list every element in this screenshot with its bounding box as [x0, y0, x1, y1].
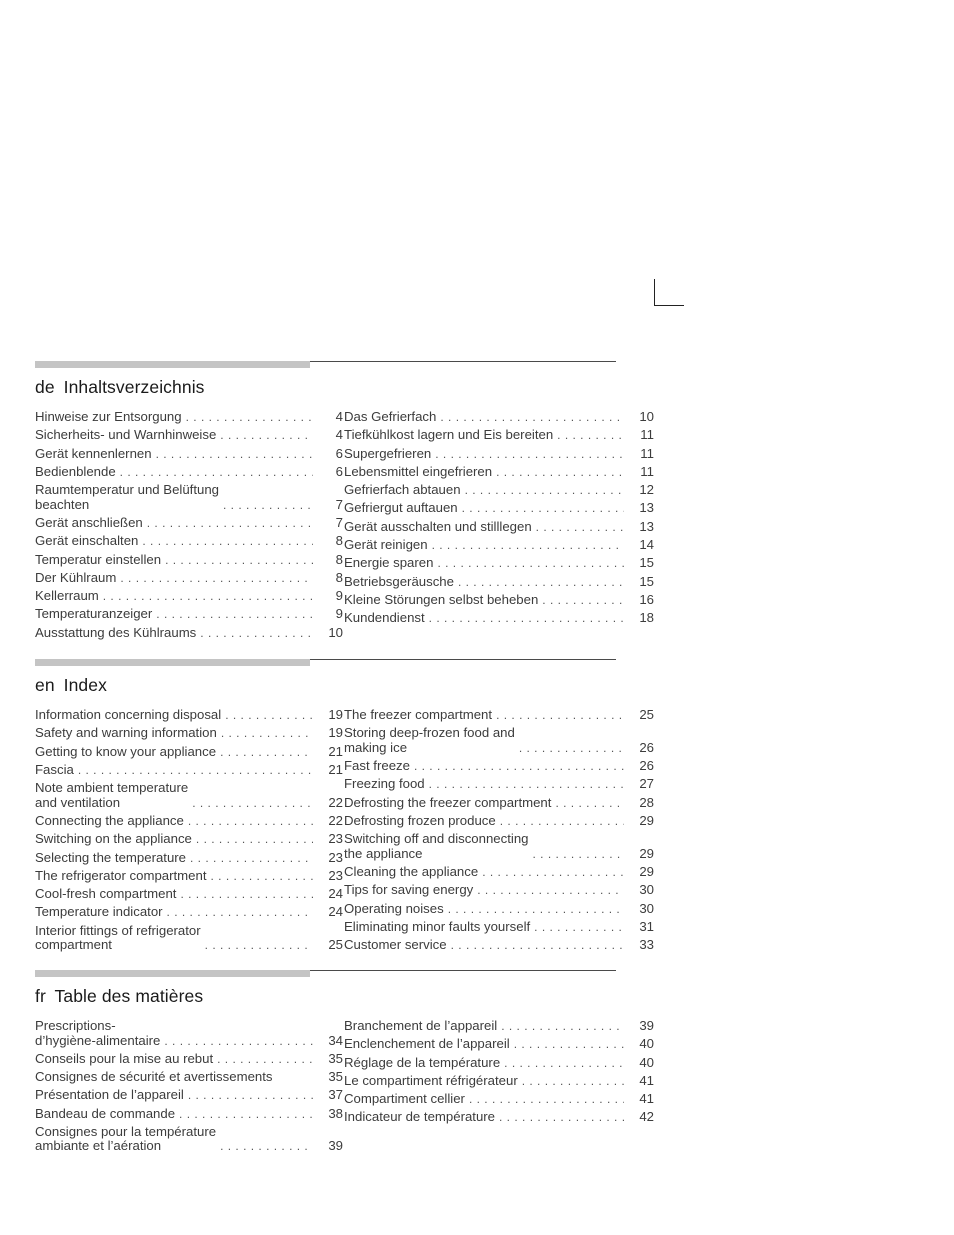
dot-leader	[440, 410, 624, 425]
toc-page-number: 21	[328, 743, 343, 759]
toc-page-number: 15	[639, 555, 654, 571]
toc-entry[interactable]	[344, 1054, 654, 1071]
toc-page-number: 10	[639, 409, 654, 424]
toc-entry[interactable]	[35, 831, 343, 847]
toc-entry[interactable]	[344, 707, 654, 723]
toc-entry-title	[35, 483, 219, 512]
section-rule	[35, 659, 616, 666]
section-heading	[35, 377, 616, 398]
toc-page-number: 30	[639, 900, 654, 916]
toc-entry-title	[35, 1125, 216, 1154]
toc-entry-title: Switching on the appliance	[35, 831, 192, 847]
toc-entry-title-line1: Interior fittings of refrigerator	[35, 922, 201, 938]
toc-entry[interactable]	[35, 606, 343, 622]
toc-entry[interactable]	[35, 922, 343, 953]
toc-entry[interactable]	[344, 758, 654, 774]
toc-column-right	[344, 409, 654, 630]
toc-entry-title	[35, 1019, 160, 1048]
toc-page-number: 25	[639, 707, 654, 722]
dot-leader	[501, 1019, 624, 1034]
toc-entry-title: Consignes de sécurité et avertissements	[35, 1069, 273, 1085]
toc-page-number: 14	[639, 537, 654, 553]
toc-entry-title: The freezer compartment	[344, 707, 493, 722]
section-title: Index	[63, 675, 107, 695]
toc-page-number: 40	[639, 1036, 654, 1052]
toc-entry-title: Tiefkühlkost lagern und Eis bereiten	[344, 427, 554, 443]
toc-page-number: 6	[335, 445, 343, 461]
toc-page-number: 19	[328, 707, 343, 722]
toc-page-number: 24	[328, 904, 343, 920]
toc-entry-title-line2: d’hygiène-alimentaire	[35, 1032, 161, 1048]
toc-page-number: 22	[328, 794, 343, 810]
dot-leader	[200, 626, 313, 641]
toc-page-number: 9	[335, 588, 343, 604]
toc-page-number: 30	[639, 882, 654, 898]
toc-entry[interactable]	[344, 900, 654, 917]
toc-entry-title: Sicherheits- und Warnhinweise	[35, 427, 217, 443]
toc-entry-title: Tips for saving energy	[344, 882, 474, 898]
toc-entry[interactable]	[344, 882, 654, 898]
toc-entry-title: Energie sparen	[344, 555, 434, 571]
toc-page-number: 9	[335, 606, 343, 622]
toc-entry-title: Fast freeze	[344, 758, 410, 774]
dot-leader	[519, 741, 624, 756]
section-heading	[35, 675, 616, 696]
dot-leader	[542, 593, 624, 608]
toc-entry-title: Gerät anschließen	[35, 514, 143, 530]
toc-entry[interactable]	[344, 518, 654, 535]
dot-leader	[192, 796, 313, 811]
dot-leader	[205, 938, 313, 953]
dot-leader	[555, 796, 624, 811]
toc-entry-title: Branchement de l’appareil	[344, 1018, 498, 1033]
toc-page-number: 26	[639, 739, 654, 755]
dot-leader	[211, 869, 313, 884]
toc-entry-title: Defrosting the freezer compartment	[344, 794, 552, 810]
toc-entry[interactable]	[344, 1018, 654, 1034]
toc-entry[interactable]	[344, 610, 654, 626]
toc-page-number: 13	[639, 518, 654, 534]
toc-column-left	[35, 707, 343, 957]
toc-entry-title: The refrigerator compartment	[35, 867, 207, 883]
toc-page-number: 4	[335, 409, 343, 424]
toc-entry-title-line2: ambiante et l’aération	[35, 1138, 162, 1154]
toc-page-number: 38	[328, 1105, 343, 1121]
toc-entry-title: Eliminating minor faults yourself	[344, 918, 531, 934]
section-heading	[35, 986, 616, 1007]
toc-page-number: 41	[639, 1091, 654, 1107]
dot-leader	[429, 777, 624, 792]
toc-entry-title: Hinweise zur Entsorgung	[35, 409, 182, 424]
dot-leader	[167, 905, 313, 920]
toc-entry[interactable]	[35, 849, 343, 866]
toc-entry-title: Freezing food	[344, 776, 425, 792]
toc-page-number: 8	[335, 551, 343, 567]
toc-page-number: 18	[639, 610, 654, 626]
toc-entry-title: Compartiment cellier	[344, 1091, 465, 1107]
toc-entry-title: Defrosting frozen produce	[344, 812, 496, 828]
dot-leader	[164, 1034, 313, 1049]
toc-entry[interactable]	[344, 831, 654, 861]
dot-leader	[465, 483, 624, 498]
toc-page-number: 29	[639, 845, 654, 861]
toc-entry-title: Kellerraum	[35, 588, 99, 604]
toc-entry-title: Gerät einschalten	[35, 533, 139, 549]
dot-leader	[179, 1107, 313, 1122]
dot-leader	[120, 571, 313, 586]
dot-leader	[414, 759, 624, 774]
dot-leader	[533, 847, 624, 862]
toc-entry-title-line1: Prescriptions-	[35, 1018, 116, 1033]
toc-column-left	[35, 1018, 343, 1158]
toc-entry-title-line2: compartment	[35, 937, 112, 953]
toc-entry[interactable]	[35, 427, 343, 443]
crop-mark-horizontal	[654, 305, 684, 306]
dot-leader	[156, 607, 313, 622]
toc-page-number: 27	[639, 776, 654, 792]
toc-entry-title: Customer service	[344, 937, 447, 953]
language-code: fr	[35, 986, 46, 1006]
toc-entry[interactable]	[344, 463, 654, 480]
toc-entry-title: Supergefrieren	[344, 445, 432, 461]
dot-leader	[469, 1092, 624, 1107]
toc-column-right	[344, 1018, 654, 1129]
dot-leader	[477, 883, 624, 898]
toc-page-number: 40	[639, 1054, 654, 1070]
toc-entry-title: Gerät kennenlernen	[35, 445, 152, 461]
crop-mark-vertical	[654, 279, 655, 306]
toc-page-number: 28	[639, 794, 654, 810]
dot-leader	[120, 465, 313, 480]
toc-entry-title: Betriebsgeräusche	[344, 573, 454, 589]
dot-leader	[458, 575, 624, 590]
toc-page-number: 19	[328, 725, 343, 741]
toc-page-number: 39	[328, 1138, 343, 1154]
toc-page-number: 13	[639, 500, 654, 516]
toc-entry-title: Bandeau de commande	[35, 1105, 176, 1121]
dot-leader	[220, 428, 313, 443]
dot-leader	[221, 726, 313, 741]
toc-entry-title: Le compartiment réfrigérateur	[344, 1072, 518, 1088]
toc-entry[interactable]	[344, 794, 654, 811]
dot-leader	[522, 1074, 624, 1089]
toc-entry[interactable]	[35, 1105, 343, 1122]
toc-entry-title-line1: Consignes pour la température	[35, 1123, 217, 1139]
toc-entry-title-line1: Raumtemperatur und Belüftung	[35, 482, 220, 498]
toc-entry-title: Ausstattung des Kühlraums	[35, 624, 197, 640]
toc-entry[interactable]	[344, 776, 654, 792]
toc-page-number: 31	[639, 918, 654, 934]
toc-entry-title: Information concerning disposal	[35, 707, 222, 722]
dot-leader	[432, 538, 624, 553]
toc-page-number: 37	[328, 1087, 343, 1103]
toc-entry[interactable]	[344, 591, 654, 608]
toc-entry-title: Cool-fresh compartment	[35, 886, 177, 902]
toc-page-number: 42	[639, 1109, 654, 1125]
dot-leader	[429, 611, 624, 626]
dot-leader	[496, 465, 624, 480]
section-rule	[35, 361, 616, 368]
toc-page-number: 7	[335, 514, 343, 530]
toc-entry[interactable]	[344, 1109, 654, 1125]
toc-entry[interactable]	[344, 555, 654, 571]
toc-page-number: 15	[639, 573, 654, 589]
toc-entry-title: Getting to know your appliance	[35, 743, 217, 759]
dot-leader	[180, 887, 313, 902]
dot-leader	[451, 938, 624, 953]
toc-entry-title: Conseils pour la mise au rebut	[35, 1050, 214, 1066]
toc-entry[interactable]	[344, 812, 654, 829]
toc-entry[interactable]	[344, 445, 654, 462]
toc-entry-title: Selecting the temperature	[35, 849, 187, 865]
toc-page-number: 23	[328, 831, 343, 847]
toc-page-number: 29	[639, 864, 654, 880]
toc-entry[interactable]	[35, 707, 343, 723]
toc-page-number: 11	[640, 445, 654, 461]
toc-entry-title: Kleine Störungen selbst beheben	[344, 591, 539, 607]
toc-entry[interactable]	[344, 864, 654, 880]
toc-entry-title: Indicateur de température	[344, 1109, 496, 1125]
dot-leader	[499, 1110, 624, 1125]
toc-entry[interactable]	[344, 937, 654, 953]
toc-entry-title: Das Gefrierfach	[344, 409, 437, 424]
toc-entry-title: Cleaning the appliance	[344, 864, 479, 880]
toc-page-number: 11	[640, 427, 654, 443]
language-code: de	[35, 377, 55, 397]
dot-leader	[448, 902, 624, 917]
dot-leader	[437, 556, 624, 571]
toc-entry[interactable]	[35, 533, 343, 549]
section-title: Table des matières	[54, 986, 204, 1006]
toc-entry-title: Temperatur einstellen	[35, 551, 162, 567]
dot-leader	[190, 851, 313, 866]
toc-entry[interactable]	[344, 482, 654, 498]
toc-page-number: 12	[639, 482, 654, 498]
dot-leader	[188, 1088, 313, 1103]
toc-entry-title	[344, 726, 515, 755]
toc-page-number: 11	[640, 463, 654, 479]
toc-section-fr	[35, 970, 654, 1154]
toc-entry-title: Gerät ausschalten und stilllegen	[344, 518, 532, 534]
dot-leader	[225, 708, 313, 723]
toc-entry-title: Gerät reinigen	[344, 537, 428, 553]
toc-entry[interactable]	[35, 409, 343, 425]
toc-entry[interactable]	[35, 1050, 343, 1067]
toc-entry-title: Bedienblende	[35, 463, 116, 479]
toc-page-number: 8	[335, 569, 343, 585]
toc-entry-title: Connecting the appliance	[35, 812, 184, 828]
toc-entry-title: Présentation de l’appareil	[35, 1087, 184, 1103]
toc-page-number: 33	[639, 937, 654, 953]
toc-entry[interactable]	[35, 780, 343, 810]
dot-leader	[500, 814, 624, 829]
toc-page-number: 25	[328, 937, 343, 953]
toc-entry[interactable]	[35, 445, 343, 462]
language-code: en	[35, 675, 55, 695]
dot-leader	[223, 498, 313, 513]
dot-leader	[78, 763, 313, 778]
toc-entry[interactable]	[35, 514, 343, 531]
toc-page-number: 41	[639, 1072, 654, 1088]
section-title: Inhaltsverzeichnis	[63, 377, 205, 397]
toc-entry-title	[35, 781, 188, 810]
dot-leader	[504, 1056, 624, 1071]
toc-entry-title-line1: Note ambient temperature	[35, 780, 189, 796]
toc-entry-title	[344, 832, 529, 861]
toc-entry[interactable]	[35, 886, 343, 902]
toc-entry-title: Operating noises	[344, 900, 444, 916]
toc-page-number: 35	[328, 1069, 343, 1085]
toc-entry-title: Enclenchement de l’appareil	[344, 1036, 510, 1052]
toc-entry[interactable]	[35, 1069, 343, 1085]
dot-leader	[165, 553, 313, 568]
toc-entry-title-line1: Switching off and disconnecting	[344, 831, 529, 847]
toc-page-number: 35	[328, 1050, 343, 1066]
dot-leader	[156, 447, 313, 462]
dot-leader	[496, 708, 624, 723]
toc-entry-title	[35, 924, 201, 953]
toc-entry[interactable]	[35, 867, 343, 884]
toc-entry-title-line2: making ice	[344, 739, 408, 755]
toc-column-right	[344, 707, 654, 957]
toc-entry[interactable]	[344, 1091, 654, 1107]
toc-entry[interactable]	[35, 812, 343, 829]
dot-leader	[514, 1037, 624, 1052]
toc-entry[interactable]	[344, 725, 654, 755]
toc-entry[interactable]	[35, 482, 343, 512]
toc-page-number: 24	[328, 886, 343, 902]
toc-entry-title-line2: the appliance	[344, 845, 423, 861]
toc-entry[interactable]	[344, 427, 654, 443]
dot-leader	[220, 1139, 313, 1154]
dot-leader	[462, 501, 624, 516]
toc-page-number: 7	[335, 496, 343, 512]
toc-entry[interactable]	[35, 624, 343, 641]
toc-entry[interactable]	[35, 1018, 343, 1048]
toc-page-number: 26	[639, 758, 654, 774]
toc-entry-title: Safety and warning information	[35, 725, 217, 741]
toc-page-number: 39	[639, 1018, 654, 1033]
toc-entry-title: Gefrierfach abtauen	[344, 482, 461, 498]
dot-leader	[482, 865, 624, 880]
toc-entry-title-line1: Storing deep-frozen food and	[344, 725, 515, 741]
toc-entry[interactable]	[344, 918, 654, 935]
toc-entry[interactable]	[344, 1072, 654, 1089]
toc-entry-title: Lebensmittel eingefrieren	[344, 463, 493, 479]
toc-page-number: 34	[328, 1032, 343, 1048]
toc-entry-title: Réglage de la température	[344, 1054, 501, 1070]
toc-entry[interactable]	[35, 569, 343, 586]
toc-page-number: 22	[328, 812, 343, 828]
toc-entry-title-line2: beachten	[35, 496, 90, 512]
dot-leader	[220, 745, 313, 760]
toc-section-en	[35, 659, 654, 953]
toc-entry[interactable]	[35, 1087, 343, 1103]
toc-page-number: 6	[335, 463, 343, 479]
dot-leader	[435, 447, 624, 462]
toc-entry[interactable]	[35, 463, 343, 480]
toc-section-de	[35, 361, 654, 640]
dot-leader	[186, 410, 313, 425]
toc-page-number: 29	[639, 812, 654, 828]
dot-leader	[534, 920, 624, 935]
toc-page-number: 23	[328, 867, 343, 883]
toc-page-number: 23	[328, 849, 343, 865]
toc-entry[interactable]	[35, 761, 343, 778]
dot-leader	[147, 516, 313, 531]
dot-leader	[536, 520, 624, 535]
toc-entry-title: Gefriergut auftauen	[344, 500, 458, 516]
toc-entry-title: Der Kühlraum	[35, 569, 117, 585]
toc-entry-title: Fascia	[35, 761, 74, 777]
toc-entry-title: Temperaturanzeiger	[35, 606, 153, 622]
toc-entry[interactable]	[344, 573, 654, 590]
dot-leader	[103, 589, 313, 604]
toc-column-left	[35, 409, 343, 644]
toc-entry-title-line2: and ventilation	[35, 794, 121, 810]
toc-entry[interactable]	[35, 551, 343, 568]
toc-entry[interactable]	[35, 1123, 343, 1154]
toc-entry[interactable]	[344, 500, 654, 516]
toc-entry[interactable]	[344, 1036, 654, 1052]
dot-leader	[196, 832, 313, 847]
toc-entry[interactable]	[35, 725, 343, 741]
toc-entry[interactable]	[344, 409, 654, 425]
toc-page-number: 16	[639, 591, 654, 607]
toc-page-number: 4	[335, 427, 343, 443]
section-rule	[35, 970, 616, 977]
toc-page-number: 10	[328, 624, 343, 640]
toc-page-number: 21	[328, 761, 343, 777]
dot-leader	[557, 428, 624, 443]
toc-page-number: 8	[335, 533, 343, 549]
dot-leader	[188, 814, 313, 829]
dot-leader	[142, 534, 313, 549]
toc-entry[interactable]	[35, 588, 343, 604]
dot-leader	[217, 1052, 313, 1067]
toc-entry[interactable]	[35, 743, 343, 760]
toc-entry[interactable]	[35, 904, 343, 920]
toc-entry[interactable]	[344, 537, 654, 553]
toc-entry-title: Temperature indicator	[35, 904, 163, 920]
toc-entry-title: Kundendienst	[344, 610, 425, 626]
